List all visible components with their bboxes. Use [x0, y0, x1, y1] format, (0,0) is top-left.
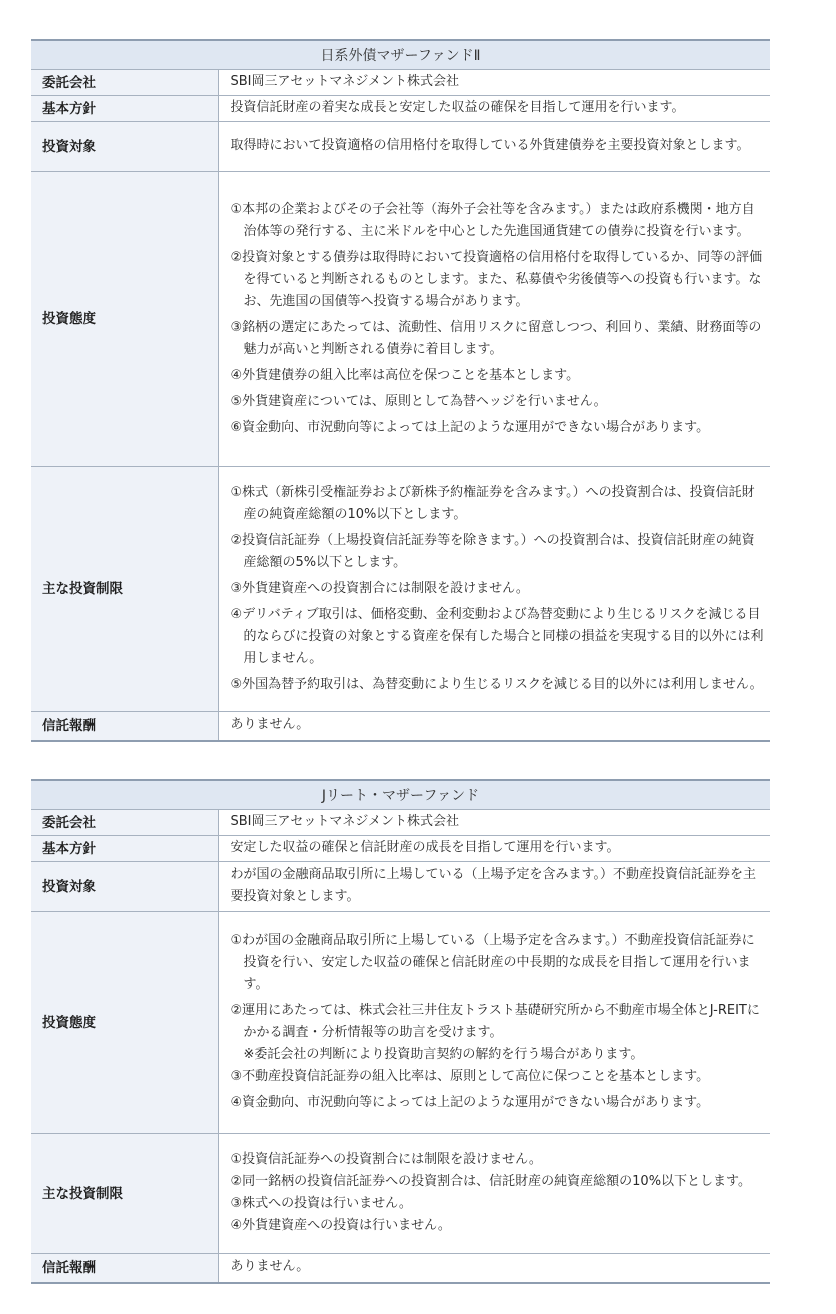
row-value: わが国の金融商品取引所に上場している（上場予定を含みます。）不動産投資信託証券を主要投資対象とします。 [218, 862, 770, 912]
row-value: 安定した収益の確保と信託財産の成長を目指して運用を行います。 [218, 836, 770, 862]
row-seigen [31, 467, 770, 712]
row-value: ありません。 [218, 712, 770, 741]
fund-table-nikkei-gaisai [31, 39, 770, 742]
list-item: ①わが国の金融商品取引所に上場している（上場予定を含みます。）不動産投資信託証券に投資を行い、安定した収益の確保と信託財産の中長期的な成長を目指して運用を行います。 [230, 933, 755, 992]
row-label: 基本方針 [31, 836, 218, 862]
row-label: 委託会社 [31, 810, 218, 836]
row-value: ありません。 [218, 1254, 770, 1283]
row-value-list [218, 467, 770, 712]
list-item: ③不動産投資信託証券の組入比率は、原則として高位に保つことを基本とします。 [230, 1069, 710, 1084]
row-taisho [31, 862, 770, 912]
row-value: 取得時において投資適格の信用格付を取得している外貨建債券を主要投資対象とします。 [218, 122, 770, 172]
row-seigen [31, 1134, 770, 1254]
row-hoshu [31, 712, 770, 741]
row-taido [31, 912, 770, 1134]
list-item: ④外貨建債券の組入比率は高位を保つことを基本とします。 [230, 367, 580, 383]
list-item: ②運用にあたっては、株式会社三井住友トラスト基礎研究所から不動産市場全体とJ-REITにかかる調査・分析情報等の助言を受けます。 [230, 1003, 760, 1040]
fund-title: 日系外債マザーファンドⅡ [31, 40, 770, 70]
list-item: ⑥資金動向、市況動向等によっては上記のような運用ができない場合があります。 [230, 419, 710, 435]
list-item: ③株式への投資は行いません。 [230, 1196, 412, 1211]
row-taido [31, 172, 770, 467]
row-itaku [31, 70, 770, 96]
row-label: 基本方針 [31, 96, 218, 122]
fund-title: Jリート・マザーファンド [31, 780, 770, 810]
list-item: ①投資信託証券への投資割合には制限を設けません。 [230, 1152, 542, 1167]
list-item: ③外貨建資産への投資割合には制限を設けません。 [230, 580, 529, 596]
row-value: SBI岡三アセットマネジメント株式会社 [218, 70, 770, 96]
row-value-list [218, 912, 770, 1134]
list-item: ②投資信託証券（上場投資信託証券等を除きます。）への投資割合は、投資信託財産の純資産総額の5%以下とします。 [230, 532, 755, 570]
row-label: 主な投資制限 [31, 1134, 218, 1254]
row-label: 委託会社 [31, 70, 218, 96]
row-label: 主な投資制限 [31, 467, 218, 712]
row-value-list [218, 172, 770, 467]
row-label: 信託報酬 [31, 712, 218, 741]
row-hoshu [31, 1254, 770, 1283]
note-text: ※委託会社の判断により投資助言契約の解約を行う場合があります。 [243, 1047, 644, 1062]
row-label: 投資対象 [31, 862, 218, 912]
row-houshin [31, 836, 770, 862]
row-houshin [31, 96, 770, 122]
list-item: ②投資対象とする債券は取得時において投資適格の信用格付を取得しているか、同等の評価を得ていると判断されるものとします。また、私募債や劣後債等への投資も行います。なお、先進国の国債等へ投資する場合があります。 [230, 249, 763, 309]
list-item: ④資金動向、市況動向等によっては上記のような運用ができない場合があります。 [230, 1095, 710, 1110]
row-taisho [31, 122, 770, 172]
list-item: ①株式（新株引受権証券および新株予約権証券を含みます。）への投資割合は、投資信託財産の純資産総額の10%以下とします。 [230, 484, 755, 522]
list-item: ④デリバティブ取引は、価格変動、金利変動および為替変動により生じるリスクを減じる目的ならびに投資の対象とする資産を保有した場合と同様の損益を実現する目的以外には利用しません。 [230, 606, 764, 666]
list-item: ⑤外国為替予約取引は、為替変動により生じるリスクを減じる目的以外には利用しません。 [230, 676, 763, 692]
list-item: ⑤外貨建資産については、原則として為替ヘッジを行いません。 [230, 393, 607, 409]
fund-table-j-reit [31, 779, 770, 1284]
row-label: 投資態度 [31, 172, 218, 467]
list-item: ③銘柄の選定にあたっては、流動性、信用リスクに留意しつつ、利回り、業績、財務面等の魅力が高いと判断される債券に着目します。 [230, 319, 762, 357]
list-item: ④外貨建資産への投資は行いません。 [230, 1218, 451, 1233]
row-label: 投資対象 [31, 122, 218, 172]
row-label: 信託報酬 [31, 1254, 218, 1283]
row-value: SBI岡三アセットマネジメント株式会社 [218, 810, 770, 836]
list-item: ①本邦の企業およびその子会社等（海外子会社等を含みます。）または政府系機関・地方自治体等の発行する、主に米ドルを中心とした先進国通貨建ての債券に投資を行います。 [230, 201, 755, 239]
row-label: 投資態度 [31, 912, 218, 1134]
row-value-list [218, 1134, 770, 1254]
row-value: 投資信託財産の着実な成長と安定した収益の確保を目指して運用を行います。 [218, 96, 770, 122]
row-itaku [31, 810, 770, 836]
list-item: ②同一銘柄の投資信託証券への投資割合は、信託財産の純資産総額の10%以下とします。 [230, 1174, 752, 1189]
